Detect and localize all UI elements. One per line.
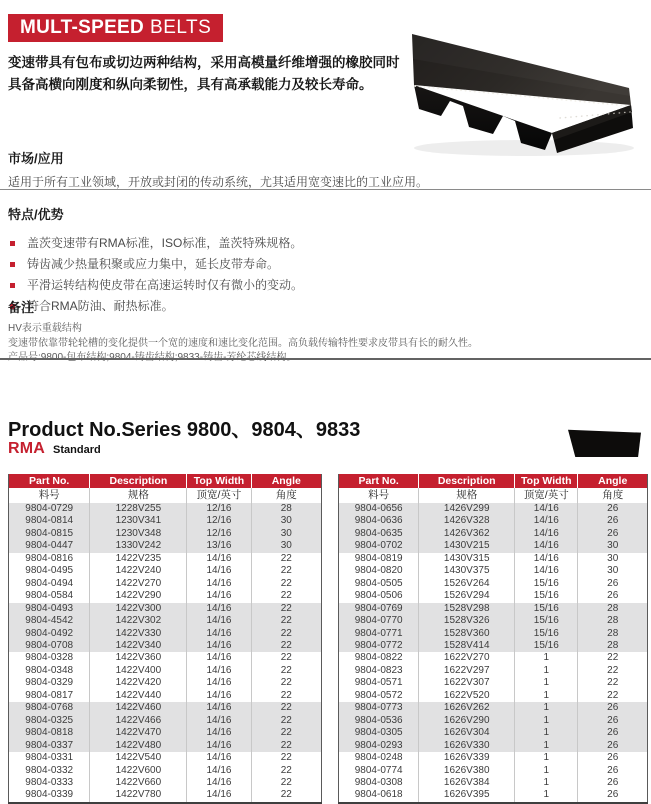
table-cell: 1528V360 [419, 628, 515, 640]
table-cell: 22 [251, 553, 321, 565]
table-cell: 1422V466 [90, 715, 187, 727]
table-cell: 1622V297 [419, 665, 515, 677]
table-cell: 1422V235 [90, 553, 187, 565]
table-cell: 22 [251, 765, 321, 777]
table-cell: 9804-0814 [25, 515, 74, 527]
table-cell: 15/16 [515, 615, 578, 627]
table-cell: 22 [251, 640, 321, 652]
column-subheader: 料号 [9, 488, 90, 503]
table-row [339, 765, 648, 777]
column-subheader: 规格 [419, 488, 515, 503]
table-cell: 22 [251, 677, 321, 689]
table-cell: 1626V290 [419, 715, 515, 727]
table-cell: 9804-0325 [25, 714, 74, 726]
table-cell: 1 [515, 777, 578, 789]
table-cell: 15/16 [515, 603, 578, 615]
table-cell: 9804-0770 [354, 615, 403, 627]
table-cell: 22 [251, 752, 321, 764]
table-row [9, 740, 322, 752]
table-cell: 26 [578, 715, 648, 727]
table-cell: 14/16 [515, 528, 578, 540]
table-row [9, 652, 322, 664]
table-cell: 22 [578, 690, 648, 702]
table-cell: 9804-0332 [25, 764, 74, 776]
section-features-heading: 特点/优势 [8, 207, 64, 222]
table-cell: 30 [251, 515, 321, 527]
page-title-banner [8, 14, 223, 42]
table-cell: 26 [578, 740, 648, 752]
table-cell: 1422V302 [90, 615, 187, 627]
column-subheader: 顶宽/英寸 [187, 488, 251, 503]
section-notes [8, 297, 628, 366]
table-header-row [339, 474, 648, 488]
table-cell: 14/16 [187, 615, 251, 627]
table-cell: 26 [578, 727, 648, 739]
table-cell: 14/16 [187, 652, 251, 664]
note-line: 产品号:9800-包布结构;9804-铸齿结构;9833-铸齿-芳纶芯线结构。 [8, 352, 297, 363]
table-cell: 1422V480 [90, 740, 187, 752]
table-cell: 1626V395 [419, 789, 515, 802]
table-cell: 12/16 [187, 503, 251, 515]
table-cell: 1 [515, 727, 578, 739]
table-cell: 9804-0339 [25, 789, 74, 801]
table-cell: 9804-0348 [25, 664, 74, 676]
table-cell: 14/16 [187, 740, 251, 752]
table-cell: 14/16 [187, 702, 251, 714]
feature-text: 平滑运转结构使皮带在高速运转时仅有微小的变动。 [27, 278, 304, 292]
table-cell: 22 [251, 628, 321, 640]
column-header: Part No. [339, 474, 419, 488]
table-cell: 22 [251, 740, 321, 752]
section-market-body: 适用于所有工业领域，开放或封闭的传动系统，尤其适用宽变速比的工业应用。 [8, 175, 429, 189]
table-cell: 26 [578, 503, 648, 515]
table-cell: 1626V339 [419, 752, 515, 764]
column-subheader: 规格 [90, 488, 187, 503]
table-cell: 9804-0328 [25, 652, 74, 664]
table-cell: 14/16 [515, 553, 578, 565]
divider [0, 358, 651, 360]
table-cell: 1426V299 [419, 503, 515, 515]
bullet-icon [10, 283, 15, 288]
table-cell: 1422V400 [90, 665, 187, 677]
table-cell: 22 [251, 652, 321, 664]
table-cell: 14/16 [515, 565, 578, 577]
table-cell: 1422V290 [90, 590, 187, 602]
table-cell: 22 [251, 727, 321, 739]
table-cell: 9804-0584 [25, 590, 74, 602]
table-cell: 9804-0774 [354, 764, 403, 776]
table-cell: 14/16 [187, 665, 251, 677]
table-cell: 9804-0572 [354, 689, 403, 701]
list-item [8, 275, 568, 296]
table-row [339, 553, 648, 565]
table-cell: 26 [578, 777, 648, 789]
column-header: Angle [251, 474, 321, 488]
table-cell: 1626V304 [419, 727, 515, 739]
table-cell: 1422V420 [90, 677, 187, 689]
table-cell: 1426V328 [419, 515, 515, 527]
column-header: Description [419, 474, 515, 488]
table-cell: 1 [515, 690, 578, 702]
table-cell: 9804-0772 [354, 639, 403, 651]
table-cell: 26 [578, 765, 648, 777]
table-cell: 9804-0815 [25, 527, 74, 539]
table-cell: 22 [251, 690, 321, 702]
table-cell: 22 [251, 615, 321, 627]
product-series-title: Product No.Series 9800、9804、9833 [8, 419, 361, 441]
table-cell: 9804-0656 [354, 503, 403, 514]
table-row [339, 590, 648, 602]
table-cell: 9804-0337 [25, 739, 74, 751]
table-cell: 14/16 [187, 727, 251, 739]
table-cell: 22 [578, 677, 648, 689]
table-cell: 1230V341 [90, 515, 187, 527]
table-row [9, 702, 322, 714]
table-cell: 9804-0494 [25, 577, 74, 589]
table-cell: 9804-0536 [354, 714, 403, 726]
table-row [9, 515, 322, 527]
table-cell: 28 [251, 503, 321, 515]
table-cell: 1422V360 [90, 652, 187, 664]
table-cell: 14/16 [187, 628, 251, 640]
table-cell: 14/16 [515, 540, 578, 552]
table-cell: 1626V384 [419, 777, 515, 789]
table-cell: 22 [251, 789, 321, 802]
table-cell: 9804-0493 [25, 602, 74, 614]
table-row [9, 528, 322, 540]
table-cell: 1 [515, 702, 578, 714]
column-subheader: 顶宽/英寸 [515, 488, 578, 503]
table-cell: 1528V414 [419, 640, 515, 652]
table-cell: 1 [515, 765, 578, 777]
divider [0, 189, 651, 190]
table-cell: 9804-0305 [354, 727, 403, 739]
table-row [339, 628, 648, 640]
table-row [9, 590, 322, 602]
table-cell: 30 [251, 540, 321, 552]
table-cell: 14/16 [187, 765, 251, 777]
table-cell: 9804-0819 [354, 552, 403, 564]
table-cell: 1422V600 [90, 765, 187, 777]
standard-label-row [8, 440, 101, 458]
table-cell: 14/16 [515, 503, 578, 515]
table-cell: 22 [578, 652, 648, 664]
table-cell: 14/16 [187, 565, 251, 577]
table-cell: 12/16 [187, 515, 251, 527]
table-cell: 13/16 [187, 540, 251, 552]
feature-text: 符合RMA防油、耐热标准。 [27, 299, 174, 313]
table-row [339, 740, 648, 752]
table-cell: 28 [578, 603, 648, 615]
table-row [339, 640, 648, 652]
spec-table-right [338, 474, 648, 804]
table-cell: 1622V520 [419, 690, 515, 702]
table-cell: 9804-0818 [25, 727, 74, 739]
table-cell: 26 [578, 789, 648, 802]
page-title-bold: MULT-SPEED [20, 17, 145, 38]
table-cell: 14/16 [515, 515, 578, 527]
table-cell: 12/16 [187, 528, 251, 540]
table-row [339, 578, 648, 590]
table-row [9, 540, 322, 552]
table-cell: 9804-0773 [354, 702, 403, 714]
table-cell: 22 [251, 715, 321, 727]
table-cell: 9804-0823 [354, 664, 403, 676]
table-cell: 22 [251, 777, 321, 789]
table-cell: 9804-0729 [25, 503, 74, 514]
table-cell: 28 [578, 640, 648, 652]
feature-text: 盖茨变速带有RMA标准，ISO标准，盖茨特殊规格。 [27, 236, 303, 250]
table-cell: 26 [578, 752, 648, 764]
table-row [339, 515, 648, 527]
column-header: Top Width [187, 474, 251, 488]
table-row [339, 789, 648, 802]
column-header: Top Width [515, 474, 578, 488]
table-cell: 9804-0635 [354, 527, 403, 539]
table-cell: 14/16 [187, 578, 251, 590]
table-row [9, 603, 322, 615]
table-cell: 9804-0618 [354, 789, 403, 801]
table-cell: 1422V270 [90, 578, 187, 590]
table-cell: 1422V340 [90, 640, 187, 652]
intro-paragraph: 变速带具有包布或切边两种结构，采用高模量纤维增强的橡胶同时具备高横向刚度和纵向柔韧性，具有高承载能力及较长寿命。 [8, 55, 400, 92]
table-cell: 9804-0771 [354, 627, 403, 639]
table-cell: 1528V298 [419, 603, 515, 615]
table-cell: 22 [578, 665, 648, 677]
table-cell: 26 [578, 590, 648, 602]
table-row [339, 615, 648, 627]
table-cell: 1626V262 [419, 702, 515, 714]
table-row [9, 690, 322, 702]
table-cell: 1422V460 [90, 702, 187, 714]
table-cell: 1 [515, 652, 578, 664]
table-cell: 9804-4542 [25, 615, 74, 627]
page-title-light: BELTS [150, 17, 212, 38]
table-cell: 14/16 [187, 752, 251, 764]
table-cell: 26 [578, 515, 648, 527]
table-cell: 9804-0293 [354, 739, 403, 751]
table-cell: 1426V362 [419, 528, 515, 540]
table-cell: 9804-0816 [25, 552, 74, 564]
table-cell: 30 [578, 540, 648, 552]
table-row [9, 727, 322, 739]
table-cell: 14/16 [187, 690, 251, 702]
table-cell: 30 [251, 528, 321, 540]
table-row [339, 528, 648, 540]
table-header-row [9, 474, 322, 488]
note-line: 变速带依靠带轮轮槽的变化提供一个宽的速度和速比变化范围。高负载传输特性要求皮带具有长的耐久性。 [8, 337, 478, 349]
table-cell: 26 [578, 702, 648, 714]
table-cell: 1 [515, 677, 578, 689]
table-cell: 1430V215 [419, 540, 515, 552]
table-cell: 28 [578, 615, 648, 627]
table-cell: 9804-0769 [354, 602, 403, 614]
belt-cross-section-icon [568, 428, 641, 457]
table-cell: 28 [578, 628, 648, 640]
table-cell: 1422V660 [90, 777, 187, 789]
table-cell: 9804-0702 [354, 540, 403, 552]
table-cell: 9804-0506 [354, 590, 403, 602]
rma-label: RMA [8, 440, 46, 457]
column-header: Angle [578, 474, 648, 488]
table-cell: 14/16 [187, 640, 251, 652]
table-row [339, 777, 648, 789]
table-cell: 9804-0447 [25, 540, 74, 552]
table-cell: 9804-0329 [25, 677, 74, 689]
table-cell: 1422V330 [90, 628, 187, 640]
table-row [339, 540, 648, 552]
table-cell: 1 [515, 789, 578, 802]
column-subheader: 角度 [578, 488, 648, 503]
table-row [9, 752, 322, 764]
column-header: Part No. [9, 474, 90, 488]
table-cell: 9804-0495 [25, 565, 74, 577]
table-cell: 1430V375 [419, 565, 515, 577]
table-subheader-row [339, 488, 648, 503]
column-subheader: 角度 [251, 488, 321, 503]
table-row [339, 665, 648, 677]
table-row [339, 715, 648, 727]
list-item [8, 254, 568, 275]
table-cell: 1626V380 [419, 765, 515, 777]
table-cell: 15/16 [515, 640, 578, 652]
table-cell: 14/16 [187, 777, 251, 789]
table-row [9, 777, 322, 789]
table-row [9, 503, 322, 515]
table-cell: 1422V470 [90, 727, 187, 739]
table-row [9, 615, 322, 627]
table-cell: 26 [578, 578, 648, 590]
table-cell: 1 [515, 665, 578, 677]
table-row [9, 640, 322, 652]
table-row [9, 578, 322, 590]
table-row [339, 702, 648, 714]
table-cell: 1 [515, 715, 578, 727]
table-cell: 14/16 [187, 603, 251, 615]
table-cell: 22 [251, 565, 321, 577]
column-subheader: 料号 [339, 488, 419, 503]
table-cell: 30 [578, 565, 648, 577]
table-cell: 9804-0505 [354, 577, 403, 589]
table-cell: 9804-0820 [354, 565, 403, 577]
table-cell: 1422V240 [90, 565, 187, 577]
spec-table-left [8, 474, 322, 804]
section-notes-heading: 备注 [8, 300, 35, 315]
table-cell: 1430V315 [419, 553, 515, 565]
table-cell: 1422V540 [90, 752, 187, 764]
table-cell: 1526V264 [419, 578, 515, 590]
table-cell: 15/16 [515, 578, 578, 590]
table-row [339, 690, 648, 702]
table-row [9, 715, 322, 727]
list-item [8, 233, 568, 254]
table-cell: 1528V326 [419, 615, 515, 627]
table-row [9, 765, 322, 777]
table-cell: 1 [515, 752, 578, 764]
table-row [9, 628, 322, 640]
column-header: Description [90, 474, 187, 488]
table-row [339, 565, 648, 577]
table-cell: 15/16 [515, 590, 578, 602]
table-cell: 9804-0636 [354, 515, 403, 527]
table-cell: 9804-0248 [354, 752, 403, 764]
standard-label: Standard [53, 444, 101, 456]
table-cell: 22 [251, 590, 321, 602]
table-cell: 22 [251, 702, 321, 714]
table-cell: 1622V307 [419, 677, 515, 689]
table-cell: 9804-0708 [25, 639, 74, 651]
table-row [339, 677, 648, 689]
table-cell: 14/16 [187, 590, 251, 602]
table-cell: 15/16 [515, 628, 578, 640]
table-cell: 22 [251, 603, 321, 615]
table-cell: 9804-0308 [354, 776, 403, 788]
feature-text: 铸齿减少热量积聚或应力集中，延长皮带寿命。 [27, 257, 280, 271]
table-cell: 1 [515, 740, 578, 752]
table-cell: 9804-0333 [25, 776, 74, 788]
table-cell: 9804-0492 [25, 627, 74, 639]
bullet-icon [10, 262, 15, 267]
bullet-icon [10, 241, 15, 246]
table-cell: 1526V294 [419, 590, 515, 602]
table-row [9, 553, 322, 565]
section-market-heading: 市场/应用 [8, 151, 64, 166]
table-cell: 1422V780 [90, 789, 187, 802]
table-cell: 9804-0822 [354, 652, 403, 664]
table-cell: 1230V348 [90, 528, 187, 540]
note-line: HV表示重载结构 [8, 323, 82, 334]
table-cell: 1622V270 [419, 652, 515, 664]
table-cell: 1228V255 [90, 503, 187, 515]
table-cell: 1330V242 [90, 540, 187, 552]
table-row [9, 565, 322, 577]
table-cell: 26 [578, 528, 648, 540]
table-subheader-row [9, 488, 322, 503]
table-row [339, 503, 648, 515]
table-cell: 30 [578, 553, 648, 565]
table-cell: 1422V300 [90, 603, 187, 615]
table-row [9, 677, 322, 689]
table-cell: 14/16 [187, 715, 251, 727]
table-cell: 14/16 [187, 677, 251, 689]
table-cell: 22 [251, 665, 321, 677]
table-row [339, 652, 648, 664]
table-cell: 9804-0331 [25, 752, 74, 764]
table-row [339, 727, 648, 739]
table-row [339, 752, 648, 764]
table-cell: 14/16 [187, 789, 251, 802]
table-cell: 1422V440 [90, 690, 187, 702]
table-row [339, 603, 648, 615]
table-cell: 9804-0768 [25, 702, 74, 714]
table-cell: 9804-0817 [25, 689, 74, 701]
table-cell: 9804-0571 [354, 677, 403, 689]
table-cell: 14/16 [187, 553, 251, 565]
belt-product-photo [394, 2, 651, 160]
table-row [9, 789, 322, 802]
table-row [9, 665, 322, 677]
section-market [8, 148, 568, 191]
table-cell: 22 [251, 578, 321, 590]
table-cell: 1626V330 [419, 740, 515, 752]
